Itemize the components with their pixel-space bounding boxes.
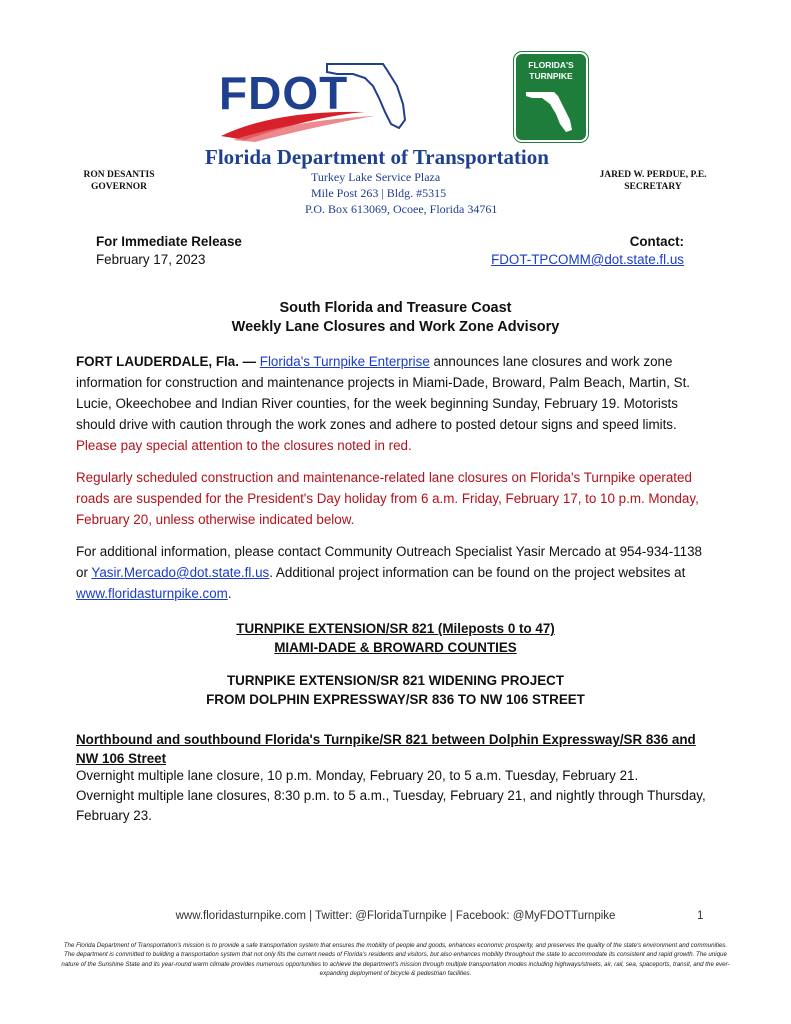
dateline: FORT LAUDERDALE, Fla. — <box>76 354 257 369</box>
closure-item-2: Overnight multiple lane closures, 8:30 p.m. to 5 a.m., Tuesday, February 21, and nightly through Thursday, February 23. <box>76 788 706 823</box>
section-line-2: MIAMI-DADE & BROWARD COUNTIES <box>274 640 517 655</box>
secretary-name: JARED W. PERDUE, P.E. <box>599 170 707 180</box>
turnpike-logo-line1: FLORIDA'S <box>528 60 574 70</box>
holiday-suspension-paragraph: Regularly scheduled construction and maintenance-related lane closures on Florida's Turnpike operated roads are suspended for the President's Day holiday from 6 a.m. Friday, February 17, to 10 p.m. Monday, February 20, unless otherwise indicated below. <box>76 470 699 527</box>
contact-text-3: . <box>227 586 232 601</box>
closure-item-1: Overnight multiple lane closure, 10 p.m. Monday, February 20, to 5 a.m. Tuesday, February 21. <box>76 768 639 783</box>
turnpike-logo <box>514 52 588 142</box>
section-heading <box>0 619 791 657</box>
project-line-1: TURNPIKE EXTENSION/SR 821 WIDENING PROJECT <box>226 673 565 688</box>
turnpike-logo-line2: TURNPIKE <box>529 71 573 81</box>
address-line-1: Turkey Lake Service Plaza <box>311 170 441 184</box>
project-heading <box>0 671 791 709</box>
page-number: 1 <box>697 910 704 922</box>
closure-heading: Northbound and southbound Florida's Turnpike/SR 821 between Dolphin Expressway/SR 836 and NW 106 Street <box>76 732 696 766</box>
website-link[interactable]: www.floridasturnpike.com <box>76 586 228 601</box>
governor-name: RON DESANTIS <box>83 170 155 180</box>
outreach-email-link[interactable]: Yasir.Mercado@dot.state.fl.us <box>91 565 270 580</box>
address-line-2: Mile Post 263 | Bldg. #5315 <box>311 186 447 200</box>
contact-text-2: . Additional project information can be found on the project websites at <box>269 565 686 580</box>
section-line-1: TURNPIKE EXTENSION/SR 821 (Mileposts 0 to 47) <box>236 621 555 636</box>
project-line-2: FROM DOLPHIN EXPRESSWAY/SR 836 TO NW 106 STREET <box>206 692 585 707</box>
florida-map-icon <box>524 84 578 134</box>
turnpike-enterprise-link[interactable]: Florida's Turnpike Enterprise <box>259 354 430 369</box>
red-notice: Please pay special attention to the closures noted in red. <box>76 438 412 453</box>
governor-title: GOVERNOR <box>91 182 147 192</box>
contact-text-1: For additional information, please contact Community Outreach Specialist Yasir Mercado at 954-934-1138 or <box>76 544 702 580</box>
contact-email-link[interactable]: FDOT-TPCOMM@dot.state.fl.us <box>491 252 684 267</box>
release-label: For Immediate Release <box>96 234 242 249</box>
release-date: February 17, 2023 <box>96 252 206 267</box>
mission-statement: The Florida Department of Transportation's mission is to provide a safe transportation system that ensures the mobility of people and goods, enhances economic prosperity, and preserves the quality of the state's environment and communities. The department is committed to building a transportation system that not only fits the current needs of Florida's residents and visitors, but also enhances mobility throughout the state to accommodate its consistent and rapid growth. The unique nature of the Sunshine State and its year-round warm climate provides numerous opportunities to achieve the department's mission through multiple transportation modes including highways/streets, air, rail, sea, spaceports, transit, and the ever-expanding deployment of bicycle & pedestrian facilities. <box>61 942 730 978</box>
headline-line-1: South Florida and Treasure Coast <box>279 300 512 316</box>
intro-paragraph <box>76 351 716 456</box>
contact-label: Contact: <box>629 234 684 249</box>
department-name: Florida Department of Transportation <box>205 145 549 169</box>
headline-line-2: Weekly Lane Closures and Work Zone Advisory <box>231 319 560 335</box>
fdot-logo <box>215 52 415 142</box>
fdot-logo-text: FDOT <box>219 67 349 119</box>
contact-paragraph <box>76 541 716 604</box>
address-line-3: P.O. Box 613069, Ocoee, Florida 34761 <box>305 202 498 216</box>
secretary-title: SECRETARY <box>624 182 682 192</box>
intro-text: announces lane closures and work zone information for construction and maintenance projects in Miami-Dade, Broward, Palm Beach, Martin, St. Lucie, Okeechobee and Indian River counties, for the week beginning Sunday, February 19. Motorists should drive with caution through the work zones and adhere to posted detour signs and speed limits. <box>76 354 691 432</box>
footer-links: www.floridasturnpike.com | Twitter: @FloridaTurnpike | Facebook: @MyFDOTTurnpike <box>175 910 616 922</box>
